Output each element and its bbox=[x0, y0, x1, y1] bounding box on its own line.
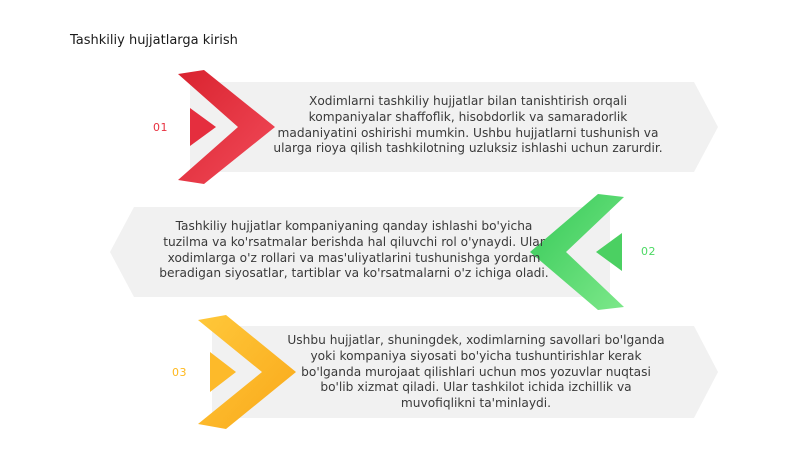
item-3-number: 03 bbox=[172, 366, 187, 379]
item-1-text: Xodimlarni tashkiliy hujjatlar bilan tanishtirish orqali kompaniyalar shaffoflik, hisobdorlik va samaradorlik madaniyatini oshirishi mumkin. Ushbu hujjatlarni tushunish va ularga rioya qilish tashkilotning uzluksiz ishlashi uchun zarurdir. bbox=[273, 94, 663, 156]
slide-title: Tashkiliy hujjatlarga kirish bbox=[70, 33, 238, 48]
item-3-text: Ushbu hujjatlar, shuningdek, xodimlarning savollari bo'lganda yoki kompaniya siyosati bo'yicha tushuntirishlar kerak bo'lganda murojaat qilishlari uchun mos yozuvlar nuqtasi bo'lib xizmat qiladi. Ular tashkilot ichida izchillik va muvofiqlikni ta'minlaydi. bbox=[287, 333, 665, 411]
item-1-number: 01 bbox=[153, 121, 168, 134]
item-2-text: Tashkiliy hujjatlar kompaniyaning qanday ishlashi bo'yicha tuzilma va ko'rsatmalar berishda hal qiluvchi rol o'ynaydi. Ular xodimlarga o'z rollari va mas'uliyatlarini tushunishga yordam beradigan siyosatlar, tartiblar va ko'rsatmalarni o'z ichiga oladi. bbox=[159, 219, 549, 281]
item-2-number: 02 bbox=[641, 245, 656, 258]
